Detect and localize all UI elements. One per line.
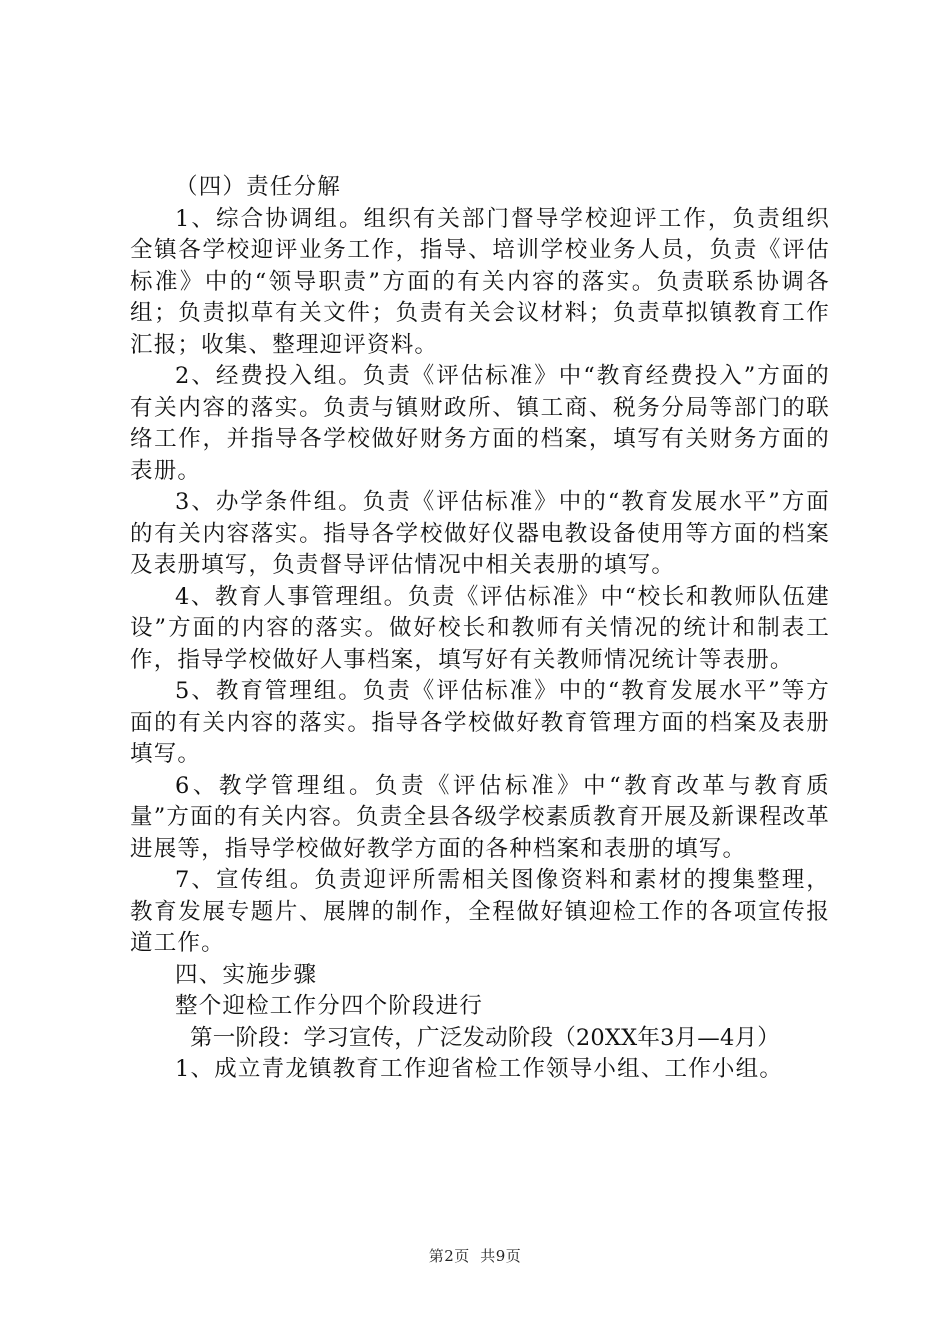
section-heading-implementation-steps: 四、实施步骤	[175, 961, 318, 988]
paragraph-teaching-management-group: 6、教学管理组。负责《评估标准》中“教育改革与教育质量”方面的有关内容。负责全县各级学校素质教育开展及新课程改革进展等，指导学校做好教学方面的各种档案和表册的填写。	[130, 772, 831, 862]
paragraph-funding-group: 2、经费投入组。负责《评估标准》中“教育经费投入”方面的有关内容的落实。负责与镇财政所、镇工商、税务分局等部门的联络工作，并指导各学校做好财务方面的档案，填写有关财务方面的表册。	[130, 363, 830, 484]
paragraph-publicity-group: 7、宣传组。负责迎评所需相关图像资料和素材的搜集整理，教育发展专题片、展牌的制作，全程做好镇迎检工作的各项宣传报道工作。	[130, 867, 830, 956]
paragraph-stage-one-item-1: 1、成立青龙镇教育工作迎省检工作领导小组、工作小组。	[175, 1056, 784, 1082]
paragraph-coordination-group: 1、综合协调组。组织有关部门督导学校迎评工作，负责组织全镇各学校迎评业务工作，指导、培训学校业务人员，负责《评估标准》中的“领导职责”方面的有关内容的落实。负责联系协调各组；负责拟草有关文件；负责有关会议材料；负责草拟镇教育工作汇报；收集、整理迎评资料。	[130, 205, 830, 358]
page-footer	[0, 1245, 950, 1266]
section-heading-responsibility: （四）责任分解	[175, 174, 341, 200]
document-body	[130, 172, 830, 1086]
paragraph-stage-one: 第一阶段：学习宣传，广泛发动阶段（20XX年3月—4月）	[190, 1024, 780, 1051]
paragraph-four-stages: 整个迎检工作分四个阶段进行	[175, 993, 484, 1019]
paragraph-school-conditions-group: 3、办学条件组。负责《评估标准》中的“教育发展水平”方面的有关内容落实。指导各学校做好仪器电教设备使用等方面的档案及表册填写，负责督导评估情况中相关表册的填写。	[130, 489, 830, 578]
paragraph-education-management-group: 5、教育管理组。负责《评估标准》中的“教育发展水平”等方面的有关内容的落实。指导各学校做好教育管理方面的档案及表册填写。	[130, 678, 830, 767]
paragraph-personnel-group: 4、教育人事管理组。负责《评估标准》中“校长和教师队伍建设”方面的内容的落实。做好校长和教师有关情况的统计和制表工作，指导学校做好人事档案，填写好有关教师情况统计等表册。	[130, 583, 830, 673]
page-number-label: 第2页 共9页	[428, 1247, 522, 1265]
